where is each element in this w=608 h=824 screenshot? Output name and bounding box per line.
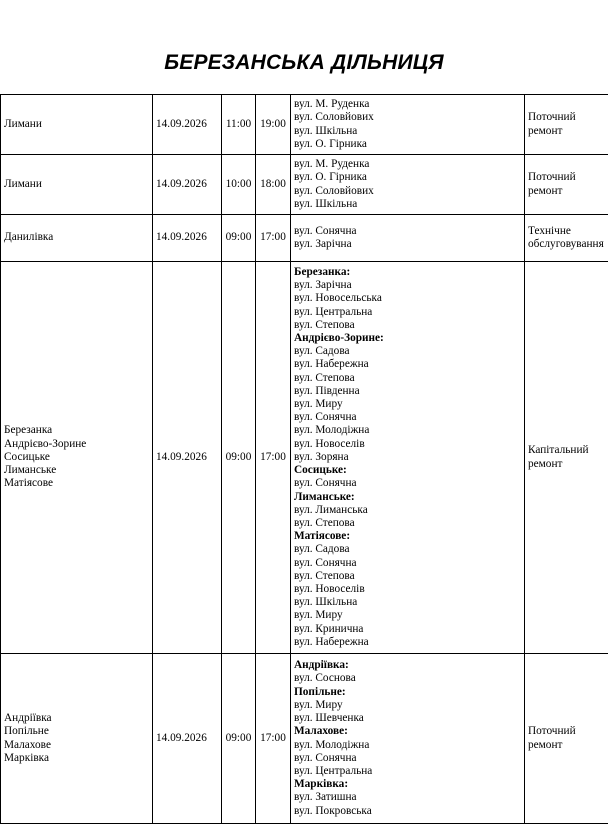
locality-cell [1, 155, 153, 215]
locality-header: Андрієво-Зорине: [294, 332, 521, 345]
work-type-label: Технічне [528, 225, 608, 238]
locality-name: Малахове [4, 739, 149, 752]
work-type-label: Поточний [528, 111, 608, 124]
street-name: вул. Новосельська [294, 292, 521, 305]
work-type-cell [525, 654, 608, 824]
street-name: вул. М. Руденка [294, 158, 521, 171]
street-name: вул. Кринична [294, 623, 521, 636]
locality-header: Малахове: [294, 725, 521, 738]
locality-name: Лиманське [4, 464, 149, 477]
table-row [1, 95, 608, 155]
street-name: вул. Сонячна [294, 557, 521, 570]
date-cell: 14.09.2026 [153, 654, 222, 824]
street-name: вул. Лиманська [294, 504, 521, 517]
table-row [1, 155, 608, 215]
date-cell: 14.09.2026 [153, 155, 222, 215]
street-name: вул. Степова [294, 570, 521, 583]
locality-header: Попільне: [294, 686, 521, 699]
street-name: вул. Південна [294, 385, 521, 398]
street-name: вул. Шкільна [294, 198, 521, 211]
work-type-label: ремонт [528, 125, 608, 138]
street-name: вул. Садова [294, 345, 521, 358]
date-cell: 14.09.2026 [153, 262, 222, 654]
street-name: вул. Сонячна [294, 477, 521, 490]
street-name: вул. Миру [294, 609, 521, 622]
locality-header: Андріївка: [294, 659, 521, 672]
street-name: вул. Соснова [294, 672, 521, 685]
work-type-label: ремонт [528, 458, 608, 471]
schedule-rows [1, 95, 608, 824]
street-name: вул. Степова [294, 372, 521, 385]
end-time-cell: 18:00 [256, 155, 291, 215]
streets-cell [291, 654, 525, 824]
street-name: вул. Миру [294, 398, 521, 411]
street-name: вул. Сонячна [294, 411, 521, 424]
street-name: вул. Зарічна [294, 238, 521, 251]
street-name: вул. Затишна [294, 791, 521, 804]
locality-cell [1, 95, 153, 155]
streets-cell [291, 215, 525, 262]
street-name: вул. Соловйових [294, 111, 521, 124]
end-time-cell: 19:00 [256, 95, 291, 155]
work-type-label: Поточний [528, 171, 608, 184]
page-title: БЕРЕЗАНСЬКА ДІЛЬНИЦЯ [0, 51, 608, 75]
street-name: вул. Молодіжна [294, 739, 521, 752]
street-name: вул. О. Гірника [294, 171, 521, 184]
work-type-cell [525, 95, 608, 155]
locality-header: Березанка: [294, 266, 521, 279]
street-name: вул. Новоселів [294, 583, 521, 596]
start-time-cell: 09:00 [222, 262, 256, 654]
street-name: вул. Центральна [294, 765, 521, 778]
locality-name: Данилівка [4, 231, 149, 244]
end-time-cell: 17:00 [256, 262, 291, 654]
locality-name: Сосицьке [4, 451, 149, 464]
work-type-label: ремонт [528, 185, 608, 198]
locality-header: Матіясове: [294, 530, 521, 543]
start-time-cell: 11:00 [222, 95, 256, 155]
locality-header: Марківка: [294, 778, 521, 791]
street-name: вул. Сонячна [294, 752, 521, 765]
locality-name: Березанка [4, 424, 149, 437]
outage-schedule-table [0, 94, 608, 824]
work-type-cell [525, 155, 608, 215]
locality-name: Попільне [4, 725, 149, 738]
street-name: вул. М. Руденка [294, 98, 521, 111]
streets-cell [291, 95, 525, 155]
table-row [1, 262, 608, 654]
street-name: вул. Шкільна [294, 125, 521, 138]
street-name: вул. Миру [294, 699, 521, 712]
locality-name: Лимани [4, 118, 149, 131]
street-name: вул. Степова [294, 319, 521, 332]
table-row [1, 215, 608, 262]
start-time-cell: 09:00 [222, 654, 256, 824]
street-name: вул. Набережна [294, 636, 521, 649]
table-row [1, 654, 608, 824]
street-name: вул. Набережна [294, 358, 521, 371]
work-type-label: Капітальний [528, 444, 608, 457]
locality-cell [1, 654, 153, 824]
date-cell: 14.09.2026 [153, 215, 222, 262]
street-name: вул. Соловйових [294, 185, 521, 198]
locality-header: Сосицьке: [294, 464, 521, 477]
street-name: вул. Зоряна [294, 451, 521, 464]
street-name: вул. Молодіжна [294, 424, 521, 437]
locality-name: Марківка [4, 752, 149, 765]
street-name: вул. О. Гірника [294, 138, 521, 151]
locality-name: Андрієво-Зорине [4, 438, 149, 451]
start-time-cell: 10:00 [222, 155, 256, 215]
street-name: вул. Шевченка [294, 712, 521, 725]
streets-cell [291, 155, 525, 215]
locality-cell [1, 215, 153, 262]
work-type-label: ремонт [528, 739, 608, 752]
start-time-cell: 09:00 [222, 215, 256, 262]
street-name: вул. Центральна [294, 306, 521, 319]
end-time-cell: 17:00 [256, 215, 291, 262]
street-name: вул. Сонячна [294, 225, 521, 238]
street-name: вул. Покровська [294, 805, 521, 818]
street-name: вул. Новоселів [294, 438, 521, 451]
work-type-cell [525, 262, 608, 654]
street-name: вул. Садова [294, 543, 521, 556]
work-type-cell [525, 215, 608, 262]
street-name: вул. Зарічна [294, 279, 521, 292]
street-name: вул. Степова [294, 517, 521, 530]
work-type-label: обслуговування [528, 238, 608, 251]
date-cell: 14.09.2026 [153, 95, 222, 155]
end-time-cell: 17:00 [256, 654, 291, 824]
locality-name: Матіясове [4, 477, 149, 490]
streets-cell [291, 262, 525, 654]
locality-name: Лимани [4, 178, 149, 191]
locality-cell [1, 262, 153, 654]
work-type-label: Поточний [528, 725, 608, 738]
locality-header: Лиманське: [294, 491, 521, 504]
street-name: вул. Шкільна [294, 596, 521, 609]
locality-name: Андріївка [4, 712, 149, 725]
